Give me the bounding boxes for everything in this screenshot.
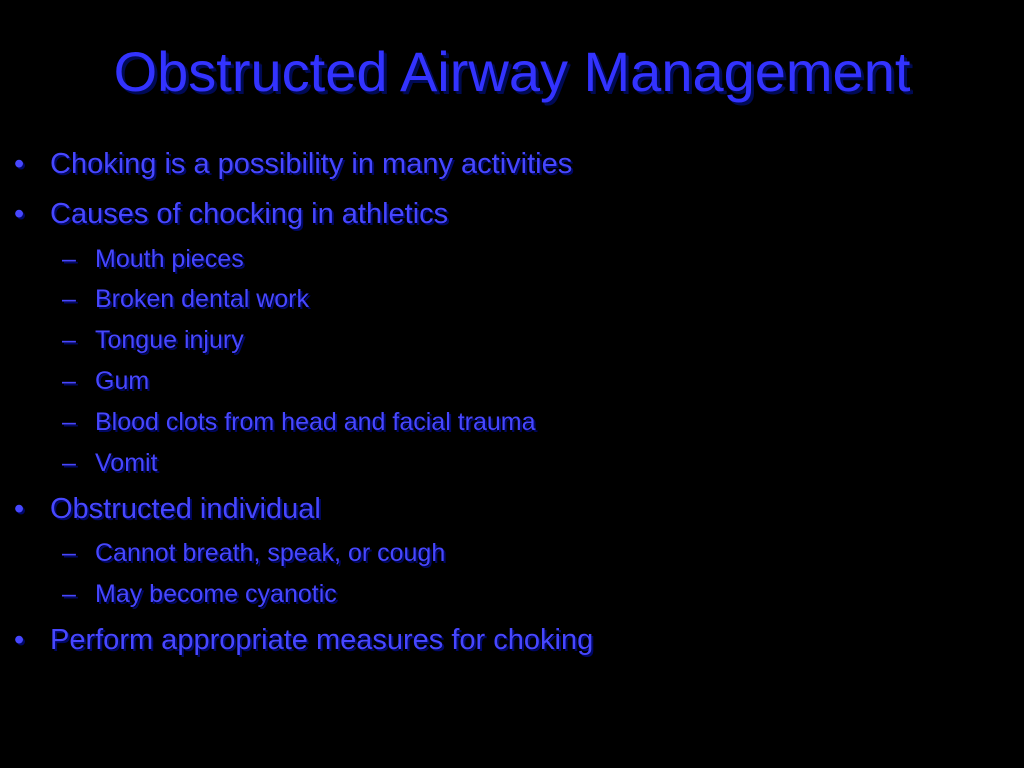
sub-bullet-marker: – — [62, 408, 76, 436]
sub-bullet-text: Vomit — [95, 449, 158, 477]
sub-bullet-text: Blood clots from head and facial trauma — [95, 408, 536, 436]
sub-bullet-marker: – — [62, 449, 76, 477]
sub-bullet-text: Cannot breath, speak, or cough — [95, 539, 446, 567]
bullet-text: Choking is a possibility in many activities — [50, 148, 573, 180]
sub-bullet-item — [62, 406, 536, 438]
bullet-item — [14, 196, 448, 232]
sub-bullet-marker: – — [62, 326, 76, 354]
bullet-item — [14, 491, 321, 527]
bullet-marker: • — [14, 624, 25, 656]
sub-bullet-item — [62, 283, 309, 315]
sub-bullet-text: Tongue injury — [95, 326, 244, 354]
bullet-text: Obstructed individual — [50, 493, 321, 525]
bullet-marker: • — [14, 198, 25, 230]
bullet-marker: • — [14, 148, 25, 180]
bullet-item — [14, 146, 572, 182]
sub-bullet-item — [62, 365, 149, 397]
sub-bullet-marker: – — [62, 285, 76, 313]
bullet-item — [14, 622, 593, 658]
sub-bullet-item — [62, 447, 158, 479]
sub-bullet-text: Mouth pieces — [95, 245, 244, 273]
bullet-text: Perform appropriate measures for choking — [50, 624, 594, 656]
sub-bullet-item — [62, 324, 244, 356]
sub-bullet-item — [62, 243, 244, 275]
sub-bullet-marker: – — [62, 245, 76, 273]
sub-bullet-text: Gum — [95, 367, 150, 395]
sub-bullet-text: May become cyanotic — [95, 580, 337, 608]
bullet-marker: • — [14, 493, 25, 525]
sub-bullet-item — [62, 537, 445, 569]
sub-bullet-marker: – — [62, 539, 76, 567]
slide-title: Obstructed Airway Management — [113, 40, 911, 103]
sub-bullet-marker: – — [62, 580, 76, 608]
sub-bullet-text: Broken dental work — [95, 285, 310, 313]
bullet-text: Causes of chocking in athletics — [50, 198, 449, 230]
sub-bullet-item — [62, 578, 337, 610]
sub-bullet-marker: – — [62, 367, 76, 395]
